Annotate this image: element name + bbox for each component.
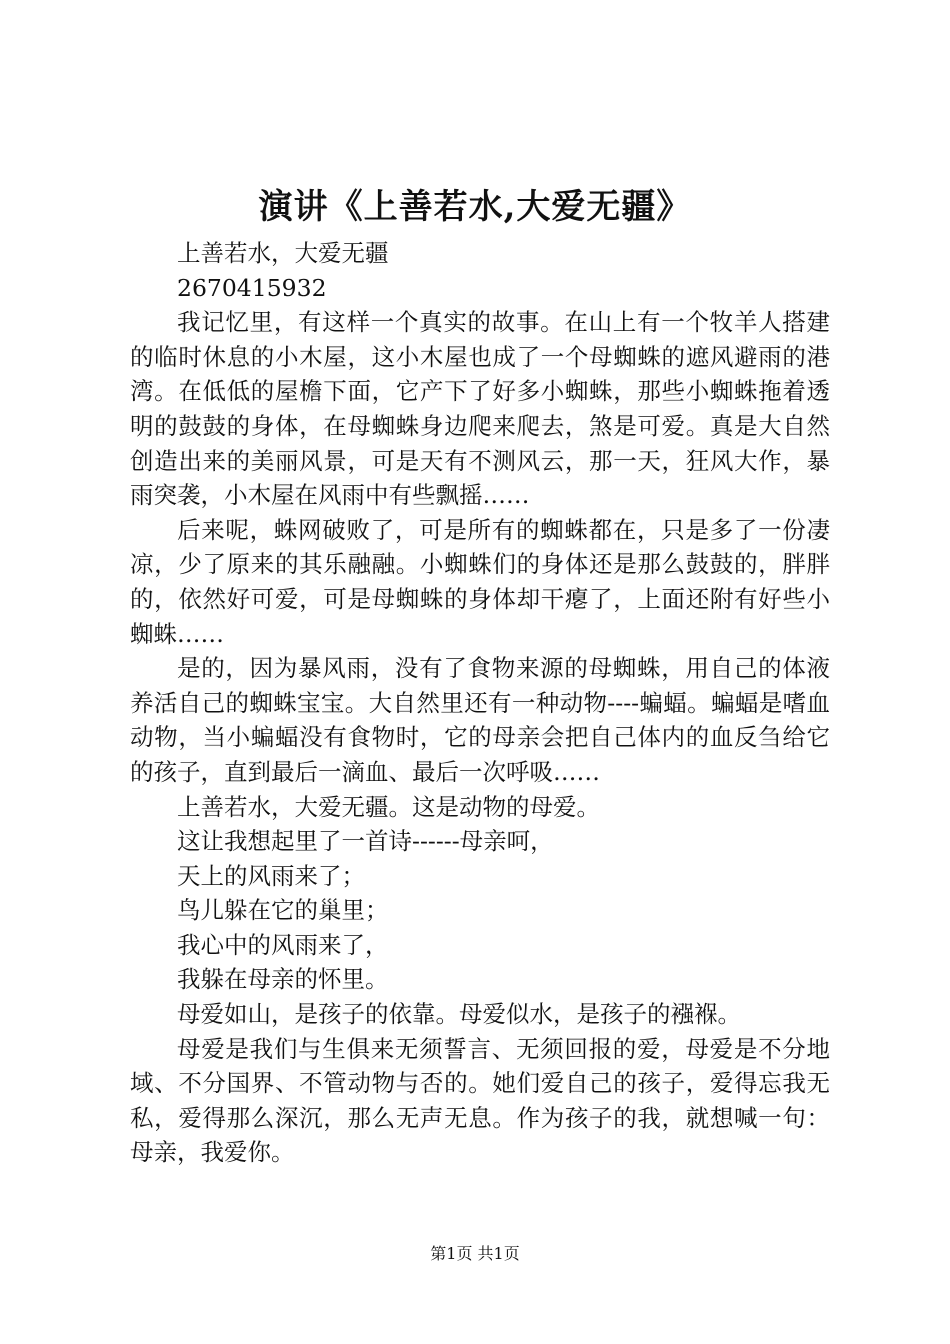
paragraph-subtitle: 上善若水，大爱无疆 [177, 239, 389, 267]
paragraph: 上善若水，大爱无疆。这是动物的母爱。 [177, 792, 600, 821]
paragraph-number: 2670415932 [177, 273, 327, 302]
paragraph: 我记忆里，有这样一个真实的故事。在山上有一个牧羊人搭建的临时休息的小木屋，这小木屋也成了一个母蜘蛛的遮风避雨的港湾。在低低的屋檐下面，它产下了好多小蜘蛛，那些小蜘蛛拖着透明的鼓鼓的身体，在母蜘蛛身边爬来爬去，煞是可爱。真是大自然创造出来的美丽风景，可是天有不测风云，那一天，狂风大作，暴雨突袭，小木屋在风雨中有些飘摇…… [130, 308, 830, 510]
poem-line: 天上的风雨来了； [177, 861, 365, 890]
poem-line: 我躲在母亲的怀里。 [177, 965, 389, 994]
poem-line: 我心中的风雨来了， [177, 930, 389, 959]
paragraph-poem-intro: 这让我想起里了一首诗------母亲呵， [177, 827, 554, 856]
paragraph: 是的，因为暴风雨，没有了食物来源的母蜘蛛，用自己的体液养活自己的蜘蛛宝宝。大自然里还有一种动物----蝙蝠。蝙蝠是嗜血动物，当小蝙蝠没有食物时，它的母亲会把自己体内的血反刍给它的孩子，直到最后一滴血、最后一次呼吸…… [130, 654, 830, 786]
document-body [130, 236, 830, 1170]
page-footer: 第1页 共1页 [430, 1244, 520, 1263]
paragraph: 后来呢，蛛网破败了，可是所有的蜘蛛都在，只是多了一份凄凉，少了原来的其乐融融。小蜘蛛们的身体还是那么鼓鼓的，胖胖的，依然好可爱，可是母蜘蛛的身体却干瘪了，上面还附有好些小蜘蛛…… [130, 515, 830, 648]
paragraph: 母爱是我们与生俱来无须誓言、无须回报的爱，母爱是不分地域、不分国界、不管动物与否的。她们爱自己的孩子，爱得忘我无私，爱得那么深沉，那么无声无息。作为孩子的我，就想喊一句：母亲，我爱你。 [130, 1034, 830, 1167]
document-title: 演讲《上善若水,大爱无疆》 [258, 187, 692, 227]
paragraph: 母爱如山，是孩子的依靠。母爱似水，是孩子的襁褓。 [177, 1000, 741, 1029]
poem-line: 鸟儿躲在它的巢里； [177, 896, 389, 925]
